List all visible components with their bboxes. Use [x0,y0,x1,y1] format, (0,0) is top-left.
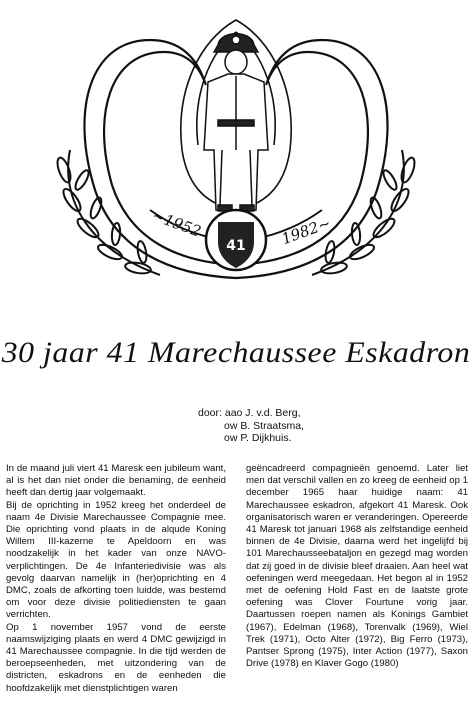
article-paragraph: geëncadreerd compagnieën genoemd. Later liet men dat verschil vallen en zo kreeg de eenheid op 1 december 1965 haar huidige naam: 41 Marechaussee eskadron, afgekort 41 Maresk. Ook organisatorisch waren er veranderingen. Opereerde 41 Maresk tot januari 1968 als zelfstandige eenheid binnen de 4e Divisie, daarna werd het ingelijfd bij 101 Marechausseebataljon en gezegd mag worden dat zij goed in de divisie bleef draaien. Aan heel wat oefeningen werd meegedaan. Het begon al in 1952 met de oefening Hold Fast en de laatste grote oefening was Clover Fourtune vorig jaar. Daartussen roepen namen als Konings Gambiet (1967), Edelman (1968), Torenvalk (1969), Wiel Trek (1971), Octo Alter (1972), Big Ferro (1973), Pantser Sprong (1975), Inter Action (1977), Saxon Drive (1978) en Klaver Gogo (1980) [246,463,468,670]
unit-shield [206,210,266,270]
article-column-right [246,463,468,670]
year-right: 1982~ [279,213,333,249]
article-column-left [6,463,226,695]
author-line: ow P. Dijkhuis. [224,432,292,444]
author-line: ow B. Straatsma, [224,419,304,432]
author-line: door: aao J. v.d. Berg, [198,407,301,419]
year-left: ~1952 [149,206,204,241]
article-title: 30 jaar 41 Marechaussee Eskadron [1,336,471,369]
article-paragraph: Bij de oprichting in 1952 kreeg het onderdeel de naam 4e Divisie Marechaussee Compagnie mee. Die oprichting vond plaats in de alqude Koning Willem III-kazerne te Apeldoorn en was noodzakelijk in het kader van onze NAVO-verplichtingen. De 4e Infanteriedivisie was als gevolg daarvan namelijk in (her)oprichting en 4 DMC, zoals de afkorting toen luidde, was bestemd om voor deze divisie politiediensten te gaan verrichten. [6,499,226,621]
article-paragraph: Op 1 november 1957 vond de eerste naamswijziging plaats en werd 4 DMC gewijzigd in 41 Marechaussee compagnie. In die tijd werden de beroepseenheden, met uitzondering van de districten, eskadrons en de eenheden die hoofdzakelijk met dienstplichtigen waren [6,621,226,694]
author-credits [198,407,468,445]
anniversary-emblem-illustration [0,0,472,300]
article-paragraph: In de maand juli viert 41 Maresk een jubileum want, al is het dan niet onder die benaming, de eenheid heeft dan dertig jaar volgemaakt. [6,463,226,499]
soldier-figure [204,34,268,211]
shield-number: 41 [226,238,246,254]
